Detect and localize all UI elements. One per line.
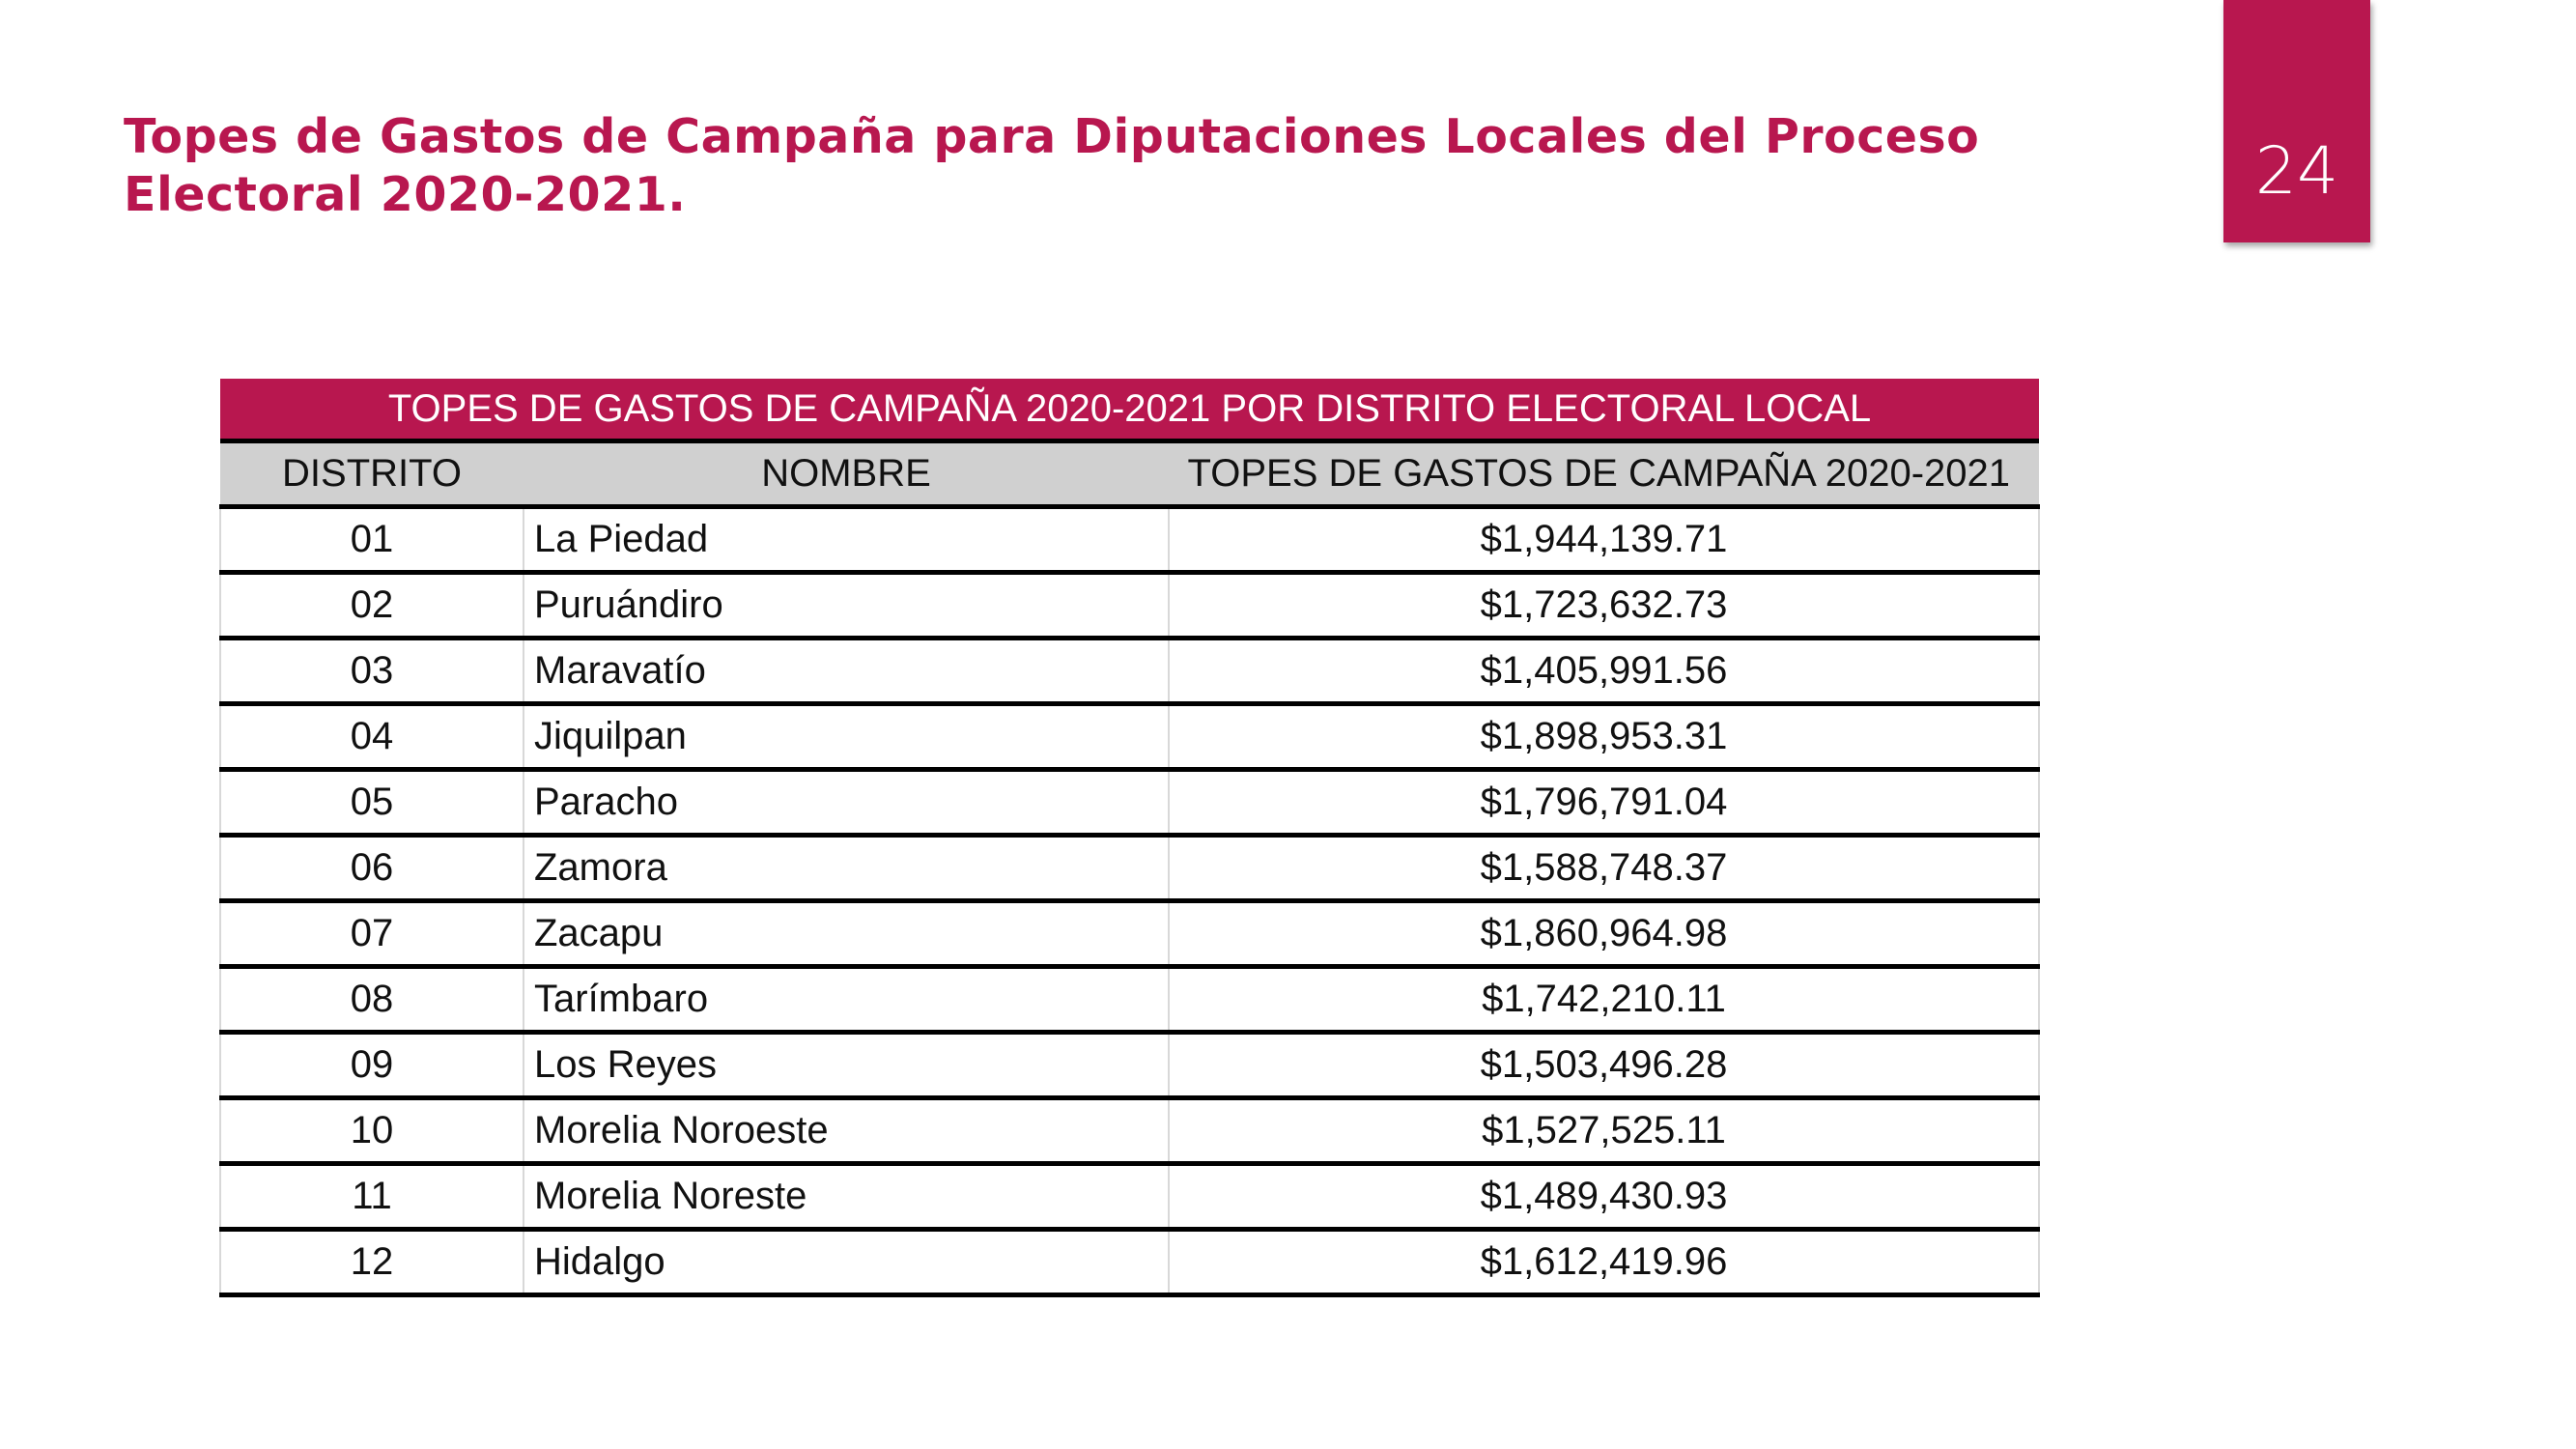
- cell-nombre: Morelia Noreste: [524, 1164, 1169, 1230]
- cell-tope: $1,860,964.98: [1169, 901, 2039, 967]
- cell-distrito: 07: [220, 901, 524, 967]
- campaign-spending-table: [219, 379, 2038, 1297]
- table-row: [220, 770, 2039, 836]
- column-header-distrito: DISTRITO: [220, 441, 524, 507]
- cell-nombre: Zamora: [524, 836, 1169, 901]
- cell-nombre: Jiquilpan: [524, 704, 1169, 770]
- cell-tope: $1,944,139.71: [1169, 507, 2039, 573]
- cell-distrito: 10: [220, 1098, 524, 1164]
- cell-distrito: 08: [220, 967, 524, 1033]
- cell-nombre: Hidalgo: [524, 1230, 1169, 1295]
- table-row: [220, 704, 2039, 770]
- table-caption: TOPES DE GASTOS DE CAMPAÑA 2020-2021 POR DISTRITO ELECTORAL LOCAL: [220, 379, 2039, 441]
- cell-nombre: Paracho: [524, 770, 1169, 836]
- cell-tope: $1,612,419.96: [1169, 1230, 2039, 1295]
- cell-nombre: Zacapu: [524, 901, 1169, 967]
- cell-tope: $1,503,496.28: [1169, 1033, 2039, 1098]
- page-number-badge: [2223, 0, 2370, 242]
- table-row: [220, 967, 2039, 1033]
- cell-tope: $1,489,430.93: [1169, 1164, 2039, 1230]
- cell-nombre: Los Reyes: [524, 1033, 1169, 1098]
- cell-tope: $1,405,991.56: [1169, 639, 2039, 704]
- cell-tope: $1,898,953.31: [1169, 704, 2039, 770]
- table-header-row: [220, 441, 2039, 507]
- cell-nombre: Maravatío: [524, 639, 1169, 704]
- cell-tope: $1,796,791.04: [1169, 770, 2039, 836]
- cell-tope: $1,742,210.11: [1169, 967, 2039, 1033]
- cell-distrito: 03: [220, 639, 524, 704]
- cell-distrito: 12: [220, 1230, 524, 1295]
- cell-tope: $1,723,632.73: [1169, 573, 2039, 639]
- table-row: [220, 639, 2039, 704]
- cell-nombre: La Piedad: [524, 507, 1169, 573]
- cell-nombre: Tarímbaro: [524, 967, 1169, 1033]
- cell-distrito: 05: [220, 770, 524, 836]
- cell-distrito: 01: [220, 507, 524, 573]
- table-row: [220, 1230, 2039, 1295]
- cell-nombre: Morelia Noroeste: [524, 1098, 1169, 1164]
- column-header-nombre: NOMBRE: [524, 441, 1169, 507]
- cell-distrito: 11: [220, 1164, 524, 1230]
- data-table: [219, 379, 2040, 1297]
- table-row: [220, 1098, 2039, 1164]
- table-row: [220, 901, 2039, 967]
- page-number: 24: [2254, 133, 2339, 210]
- table-row: [220, 1033, 2039, 1098]
- table-row: [220, 573, 2039, 639]
- column-header-tope: TOPES DE GASTOS DE CAMPAÑA 2020-2021: [1169, 441, 2039, 507]
- table-row: [220, 507, 2039, 573]
- table-row: [220, 836, 2039, 901]
- table-row: [220, 1164, 2039, 1230]
- cell-tope: $1,527,525.11: [1169, 1098, 2039, 1164]
- cell-nombre: Puruándiro: [524, 573, 1169, 639]
- cell-distrito: 04: [220, 704, 524, 770]
- table-caption-row: [220, 379, 2039, 441]
- cell-distrito: 06: [220, 836, 524, 901]
- cell-distrito: 09: [220, 1033, 524, 1098]
- cell-tope: $1,588,748.37: [1169, 836, 2039, 901]
- cell-distrito: 02: [220, 573, 524, 639]
- slide-title: Topes de Gastos de Campaña para Diputaciones Locales del Proceso Electoral 2020-2021.: [124, 109, 1980, 222]
